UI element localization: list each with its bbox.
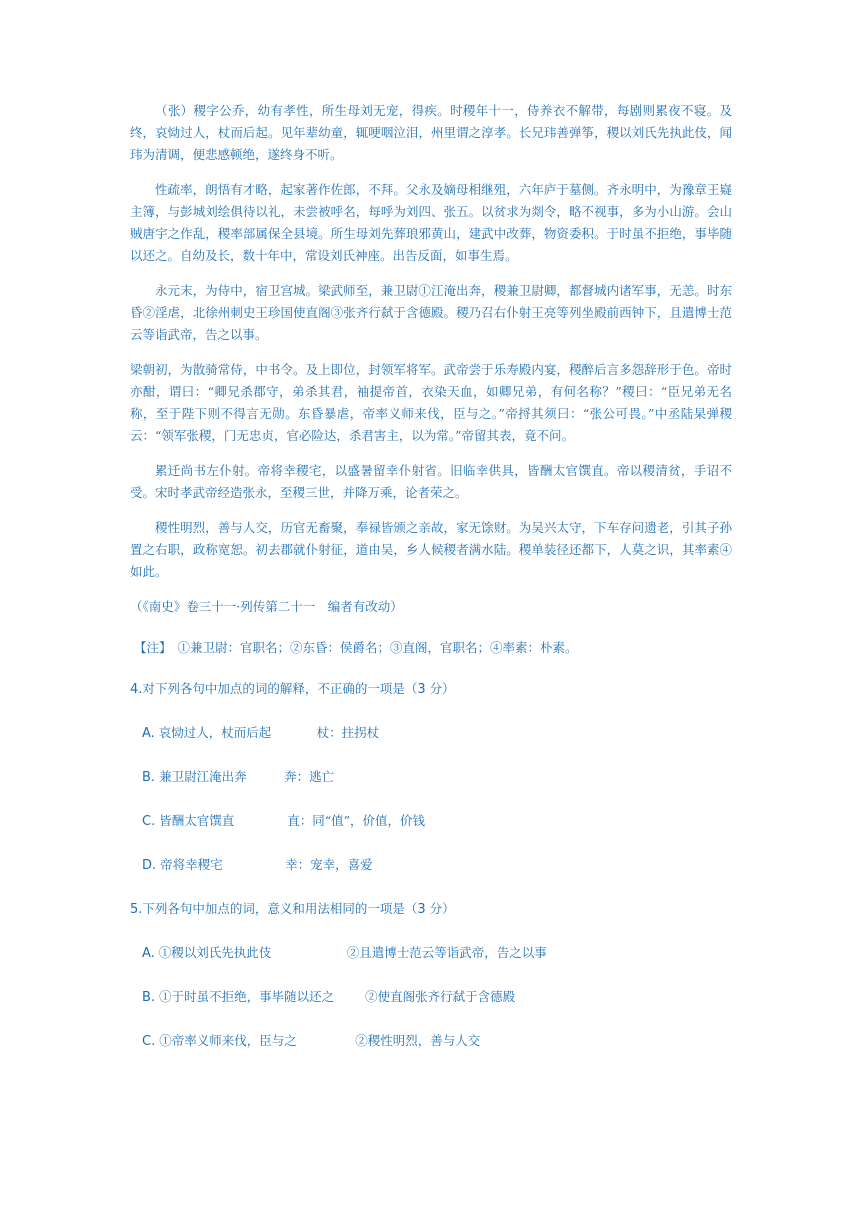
option-gloss: ②使直阁张齐行弑于含德殿 <box>365 989 516 1004</box>
passage-paragraph-6: 稷性明烈，善与人交，历官无畜聚，奉禄皆颁之亲故，家无馀财。为吴兴太守，下车存问遗老，引其子孙置之右职，政称宽恕。初去郡就仆射征，道由吴，乡人候稷者满水陆。稷单装径还都下，人莫之识，其率素④如此。 <box>130 520 732 579</box>
question-4-option-c[interactable] <box>130 810 732 833</box>
passage-paragraph-1: （张）稷字公乔，幼有孝性，所生母刘无宠，得疾。时稷年十一，侍养衣不解带，每剧则累夜不寝。及终，哀恸过人，杖而后起。见年辈幼童，辄哽咽泣泪，州里谓之淳孝。长兄玮善弹筝，稷以刘氏先执此伎，闻玮为清调，便悲感顿绝，遂终身不听。 <box>130 103 732 162</box>
option-letter: A. <box>142 946 155 961</box>
option-letter: B. <box>142 770 156 785</box>
option-sentence: 哀恸过人，杖而后起 <box>158 725 272 740</box>
question-4-option-b[interactable] <box>130 766 732 789</box>
option-sentence: 皆酬太官馔直 <box>159 813 235 828</box>
footnote-text: ①兼卫尉：官职名；②东昏：侯爵名；③直阁，官职名；④率素：朴素。 <box>177 640 578 655</box>
question-5-number: 5. <box>130 902 143 917</box>
option-letter: D. <box>142 858 157 873</box>
option-gloss: ②且遣博士范云等诣武帝，告之以事 <box>346 945 547 960</box>
option-letter: C. <box>142 1034 156 1049</box>
option-sentence: ①帝率义师来伐，臣与之 <box>159 1033 297 1048</box>
question-5-score: 3 <box>417 902 426 917</box>
question-4-option-a[interactable] <box>130 722 732 745</box>
option-sentence: 帝将幸稷宅 <box>160 857 223 872</box>
question-5-option-c[interactable] <box>130 1030 732 1053</box>
question-4-stem <box>130 678 732 701</box>
option-letter: A. <box>142 726 155 741</box>
question-5-score-tail: 分） <box>425 901 455 916</box>
question-4-text: 对下列各句中加点的词的解释，不正确的一项是（ <box>142 681 418 696</box>
passage-source: （《南史》卷三十一·列传第二十一 编者有改动） <box>130 599 403 614</box>
question-4-score: 3 <box>417 682 426 697</box>
footnote <box>130 637 732 659</box>
footnote-tag: 【注】 <box>134 640 172 655</box>
option-gloss: 直：同“值”，价值，价钱 <box>287 813 425 828</box>
option-letter: B. <box>142 990 156 1005</box>
option-gloss: ②稷性明烈，善与人交 <box>355 1033 481 1048</box>
question-4-score-tail: 分） <box>425 681 455 696</box>
question-4-number: 4. <box>130 682 143 697</box>
passage-paragraph-5: 累迁尚书左仆射。帝将幸稷宅，以盛暑留幸仆射省。旧临幸供具，皆酬太官馔直。帝以稷清贫，手诏不受。宋时孝武帝经造张永，至稷三世，并降万乘，论者荣之。 <box>130 463 732 500</box>
question-5-option-a[interactable] <box>130 942 732 965</box>
option-gloss: 奔：逃亡 <box>284 769 335 784</box>
option-sentence: 兼卫尉江淹出奔 <box>159 769 247 784</box>
document-page <box>130 100 732 1074</box>
option-gloss: 杖：拄拐杖 <box>316 725 380 740</box>
question-5-stem <box>130 898 732 921</box>
passage-paragraph-2: 性疏率，朗悟有才略，起家著作佐郎，不拜。父永及嫡母相继殂，六年庐于墓侧。齐永明中，为豫章王嶷主簿，与彭城刘绘俱待以礼，未尝被呼名，每呼为刘四、张五。以贫求为剡令，略不视事，多为小山游。会山贼唐宇之作乱，稷率部属保全县境。所生母刘先葬琅邪黄山，建武中改葬，物资委积。于时虽不拒绝，事毕随以还之。自幼及长，数十年中，常设刘氏神座。出告反面，如事生焉。 <box>130 182 732 263</box>
question-4-option-d[interactable] <box>130 854 732 877</box>
question-5-text: 下列各句中加点的词，意义和用法相同的一项是（ <box>142 901 418 916</box>
passage-paragraph-4: 梁朝初，为散骑常侍，中书令。及上即位，封领军将军。武帝尝于乐寿殿内宴，稷醉后言多怨辞形于色。帝时亦酣，谓曰：“卿兄杀郡守，弟杀其君，袖提帝首，衣染天血，如卿兄弟，有何名称？”稷曰：“臣兄弟无名称，至于陛下则不得言无勋。东昏暴虐，帝率义师来伐，臣与之。”帝捋其须曰：“张公可畏。”中丞陆杲弹稷云：“领军张稷，门无忠贞，官必险达，杀君害主，以为常。”帝留其表，竟不问。 <box>130 362 732 443</box>
passage-paragraph-3: 永元末，为侍中，宿卫宫城。梁武师至，兼卫尉①江淹出奔，稷兼卫尉卿，都督城内诸军事，无恙。时东昏②淫虐，北徐州刺史王珍国使直阁③张齐行弑于含德殿。稷乃召右仆射王亮等列坐殿前西钟下，且遣博士范云等诣武帝，告之以事。 <box>130 283 732 342</box>
option-gloss: 幸：宠幸，喜爱 <box>285 857 373 872</box>
option-sentence: ①稷以刘氏先执此伎 <box>158 945 272 960</box>
option-letter: C. <box>142 814 156 829</box>
question-5-option-b[interactable] <box>130 986 732 1009</box>
option-sentence: ①于时虽不拒绝，事毕随以还之 <box>159 989 335 1004</box>
